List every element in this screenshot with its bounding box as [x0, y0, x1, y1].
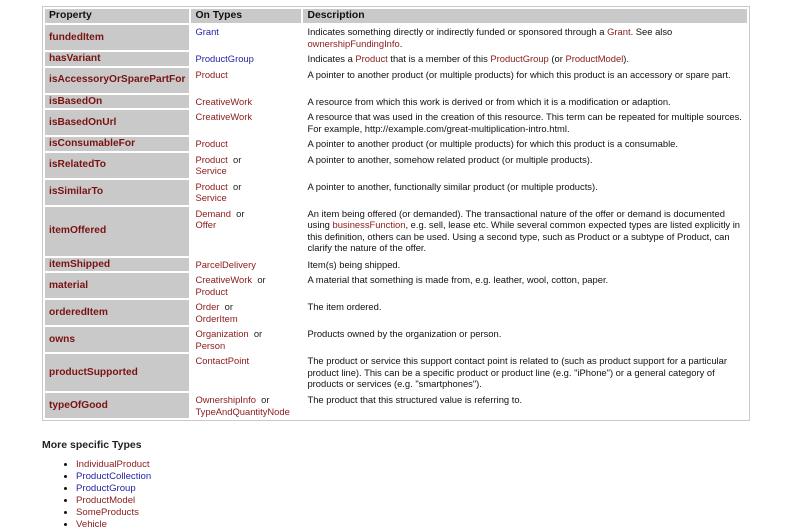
on-types-cell	[191, 393, 301, 418]
description-cell	[303, 258, 747, 272]
type-link[interactable]: Grant	[195, 26, 219, 37]
description-cell	[303, 300, 747, 325]
on-types-cell	[191, 95, 301, 109]
description-text: A pointer to another product (or multiple products) for which this product is an accessory or spare part.	[307, 68, 731, 80]
properties-table	[42, 6, 750, 421]
type-link[interactable]: TypeAndQuantityNode	[195, 405, 290, 417]
on-types-cell	[191, 68, 301, 93]
subtype-link[interactable]: SomeProducts	[76, 507, 139, 519]
description-text: An item being offered (or demanded). The transactional nature of the offer or demand is documented using	[307, 207, 725, 230]
description-cell	[303, 153, 747, 178]
description-text: The item ordered.	[307, 301, 382, 312]
type-link[interactable]: CreativeWork	[195, 274, 253, 285]
or-separator: or	[253, 328, 263, 339]
subtype-link[interactable]: ProductCollection	[76, 471, 152, 483]
description-text: (or	[548, 53, 566, 64]
table-row	[45, 68, 747, 93]
on-types-cell	[191, 25, 301, 50]
list-item	[76, 459, 151, 471]
more-specific-types-list	[58, 459, 151, 532]
property-name[interactable]: itemShipped	[45, 258, 189, 272]
description-text: The product that this structured value is referring to.	[307, 394, 523, 405]
type-link[interactable]: Demand	[195, 207, 231, 219]
table-row	[45, 258, 747, 272]
description-cell	[303, 25, 747, 50]
property-name[interactable]: isAccessoryOrSparePartFor	[45, 68, 189, 93]
list-item	[76, 507, 151, 519]
description-text: .	[399, 37, 403, 49]
table-row	[45, 180, 747, 205]
or-separator: or	[261, 394, 270, 405]
list-item	[76, 483, 151, 495]
table-row	[45, 95, 747, 109]
description-text: Indicates something directly or indirectly funded or sponsored through a	[307, 26, 608, 37]
table-row	[45, 327, 747, 352]
description-cell	[303, 52, 747, 66]
property-name[interactable]: productSupported	[45, 354, 189, 391]
type-link[interactable]: CreativeWork	[195, 95, 253, 107]
column-header-property: Property	[45, 9, 189, 23]
type-link[interactable]: ContactPoint	[195, 355, 250, 366]
property-name[interactable]: isBasedOn	[45, 95, 189, 109]
description-text: Item(s) being shipped.	[307, 258, 401, 270]
description-text: A pointer to another, somehow related product (or multiple products).	[307, 153, 593, 165]
on-types-cell	[191, 153, 301, 178]
list-item	[76, 495, 151, 507]
table-row	[45, 25, 747, 50]
on-types-cell	[191, 110, 301, 135]
or-separator: or	[233, 153, 242, 165]
description-text: Products owned by the organization or person.	[307, 328, 502, 339]
column-header-description: Description	[303, 9, 747, 23]
description-link[interactable]: ProductModel	[565, 53, 624, 64]
property-name[interactable]: isRelatedTo	[45, 153, 189, 178]
or-separator: or	[236, 207, 245, 219]
on-types-cell	[191, 207, 301, 256]
type-link[interactable]: Organization	[195, 328, 249, 339]
table-header-row	[45, 9, 747, 23]
description-link[interactable]: Product	[355, 53, 388, 64]
property-name[interactable]: isSimilarTo	[45, 180, 189, 205]
description-text: A material that something is made from, e.g. leather, wool, cotton, paper.	[307, 274, 609, 285]
on-types-cell	[191, 137, 301, 151]
column-header-on-types: On Types	[191, 9, 301, 23]
description-link[interactable]: businessFunction	[332, 219, 406, 230]
description-text: , e.g. sell, lease etc. While several common expected types are listed explicitly in this definition, others can be used. Using a second type, such as Product or a subtype of Product, can clarify the nature of the offer.	[307, 219, 740, 253]
type-link[interactable]: Order	[195, 301, 220, 312]
type-link[interactable]: Product	[195, 138, 228, 149]
table-row	[45, 393, 747, 418]
type-link[interactable]: Service	[195, 165, 227, 176]
description-cell	[303, 327, 747, 352]
properties-section	[42, 6, 750, 421]
description-text: A resource from which this work is derived or from which it is a modification or adaption.	[307, 95, 671, 107]
description-text: A pointer to another product (or multiple products) for which this product is a consumable.	[307, 138, 678, 149]
on-types-cell	[191, 180, 301, 205]
property-name[interactable]: isBasedOnUrl	[45, 110, 189, 135]
table-row	[45, 273, 747, 298]
subtype-link[interactable]: Vehicle	[76, 519, 107, 531]
table-row	[45, 52, 747, 66]
description-link[interactable]: ProductGroup	[490, 53, 549, 64]
type-link[interactable]: OwnershipInfo	[195, 394, 256, 405]
subtype-link[interactable]: IndividualProduct	[76, 459, 150, 470]
type-link[interactable]: Person	[195, 339, 226, 351]
or-separator: or	[233, 180, 242, 192]
on-types-cell	[191, 354, 301, 391]
table-row	[45, 153, 747, 178]
description-link[interactable]: Grant	[607, 26, 631, 37]
type-link[interactable]: Product	[195, 153, 228, 165]
type-link[interactable]: Product	[195, 180, 228, 192]
description-cell	[303, 68, 747, 93]
subtype-link[interactable]: ProductGroup	[76, 483, 136, 495]
description-link[interactable]: ownershipFundingInfo	[307, 37, 400, 49]
property-name[interactable]: material	[45, 273, 189, 298]
description-cell	[303, 137, 747, 151]
on-types-cell	[191, 327, 301, 352]
description-text: A resource that was used in the creation of this resource. This term can be repeated for multiple sources. For example, http://example.com/great-multiplication-intro.html.	[307, 111, 742, 134]
subtype-link[interactable]: ProductModel	[76, 495, 136, 507]
property-name[interactable]: isConsumableFor	[45, 137, 189, 151]
description-cell	[303, 393, 747, 418]
list-item	[76, 471, 151, 483]
table-row	[45, 137, 747, 151]
type-link[interactable]: ParcelDelivery	[195, 258, 256, 270]
type-link[interactable]: Offer	[195, 219, 217, 230]
type-link[interactable]: Product	[195, 285, 228, 297]
property-name[interactable]: hasVariant	[45, 52, 189, 66]
table-row	[45, 207, 747, 256]
description-cell	[303, 273, 747, 298]
property-name[interactable]: owns	[45, 327, 189, 352]
property-name[interactable]: itemOffered	[45, 207, 189, 256]
type-link[interactable]: Service	[195, 192, 227, 203]
on-types-cell	[191, 273, 301, 298]
property-name[interactable]: orderedItem	[45, 300, 189, 325]
description-text: A pointer to another, functionally similar product (or multiple products).	[307, 180, 598, 192]
table-row	[45, 300, 747, 325]
table-row	[45, 354, 747, 391]
on-types-cell	[191, 258, 301, 272]
type-link[interactable]: OrderItem	[195, 312, 238, 324]
more-specific-types-heading: More specific Types	[42, 439, 142, 451]
table-row	[45, 110, 747, 135]
property-name[interactable]: typeOfGood	[45, 393, 189, 418]
on-types-cell	[191, 300, 301, 325]
on-types-cell	[191, 52, 301, 66]
or-separator: or	[224, 301, 233, 312]
description-cell	[303, 95, 747, 109]
description-cell	[303, 180, 747, 205]
description-cell	[303, 207, 747, 256]
description-text: Indicates a	[307, 53, 356, 64]
type-link[interactable]: CreativeWork	[195, 111, 253, 122]
or-separator: or	[257, 274, 266, 285]
table-body	[45, 25, 747, 418]
description-text: The product or service this support contact point is related to (such as product support for a particular product line). This can be a specific product or product line (e.g. "iPhone") or a general category of products or services (e.g. "smartphones").	[307, 355, 727, 389]
property-name[interactable]: fundedItem	[45, 25, 189, 50]
type-link[interactable]: ProductGroup	[195, 53, 254, 64]
description-text: . See also	[630, 26, 673, 37]
description-cell	[303, 110, 747, 135]
description-text: that is a member of this	[387, 53, 491, 64]
description-text: ).	[623, 53, 630, 64]
type-link[interactable]: Product	[195, 68, 228, 80]
description-cell	[303, 354, 747, 391]
